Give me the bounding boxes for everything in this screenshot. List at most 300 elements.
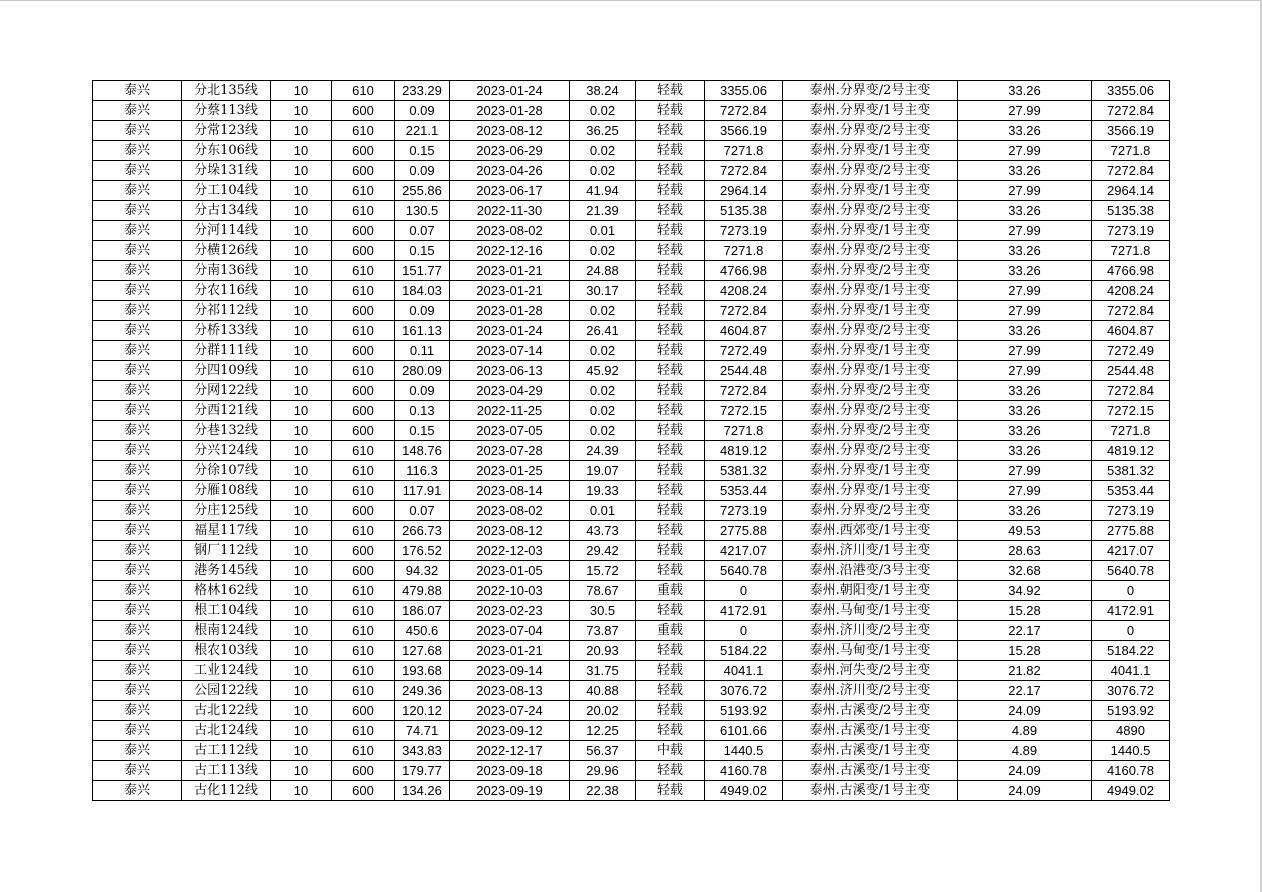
load-status-cell: 轻载 <box>636 561 705 581</box>
transformer-rate-cell: 21.82 <box>958 661 1092 681</box>
margin-cell: 6101.66 <box>705 721 783 741</box>
load-status-cell: 重载 <box>636 621 705 641</box>
region-cell: 泰兴 <box>93 101 182 121</box>
voltage-cell: 10 <box>271 301 332 321</box>
line-name-cell: 分桥133线 <box>182 321 271 341</box>
date-cell: 2023-06-13 <box>450 361 570 381</box>
available-cell: 2964.14 <box>1092 181 1170 201</box>
date-cell: 2022-11-25 <box>450 401 570 421</box>
line-name-cell: 分兴124线 <box>182 441 271 461</box>
available-cell: 7272.84 <box>1092 381 1170 401</box>
transformer-rate-cell: 27.99 <box>958 221 1092 241</box>
region-cell: 泰兴 <box>93 681 182 701</box>
table-row <box>93 381 1170 401</box>
line-name-cell: 古工113线 <box>182 761 271 781</box>
margin-cell: 1440.5 <box>705 741 783 761</box>
available-cell: 7271.8 <box>1092 241 1170 261</box>
current-cell: 0.09 <box>395 301 450 321</box>
line-name-cell: 港务145线 <box>182 561 271 581</box>
line-name-cell: 古北122线 <box>182 701 271 721</box>
rating-cell: 610 <box>332 601 395 621</box>
region-cell: 泰兴 <box>93 561 182 581</box>
transformer-cell: 泰州.古溪变/2号主变 <box>783 701 958 721</box>
transformer-rate-cell: 27.99 <box>958 101 1092 121</box>
available-cell: 4208.24 <box>1092 281 1170 301</box>
date-cell: 2023-01-24 <box>450 321 570 341</box>
load-status-cell: 轻载 <box>636 361 705 381</box>
rating-cell: 610 <box>332 661 395 681</box>
date-cell: 2023-02-23 <box>450 601 570 621</box>
date-cell: 2023-01-28 <box>450 101 570 121</box>
table-row <box>93 421 1170 441</box>
load-rate-cell: 20.02 <box>570 701 636 721</box>
date-cell: 2023-07-04 <box>450 621 570 641</box>
load-rate-cell: 24.88 <box>570 261 636 281</box>
table-row <box>93 461 1170 481</box>
transformer-cell: 泰州.分界变/2号主变 <box>783 401 958 421</box>
table-row <box>93 741 1170 761</box>
voltage-cell: 10 <box>271 461 332 481</box>
transformer-rate-cell: 27.99 <box>958 481 1092 501</box>
available-cell: 7273.19 <box>1092 501 1170 521</box>
voltage-cell: 10 <box>271 401 332 421</box>
current-cell: 0.07 <box>395 501 450 521</box>
table-row <box>93 721 1170 741</box>
table-row <box>93 321 1170 341</box>
available-cell: 4217.07 <box>1092 541 1170 561</box>
region-cell: 泰兴 <box>93 581 182 601</box>
load-status-cell: 轻载 <box>636 541 705 561</box>
load-rate-cell: 29.42 <box>570 541 636 561</box>
load-status-cell: 轻载 <box>636 601 705 621</box>
rating-cell: 610 <box>332 481 395 501</box>
voltage-cell: 10 <box>271 721 332 741</box>
voltage-cell: 10 <box>271 521 332 541</box>
transformer-cell: 泰州.分界变/2号主变 <box>783 261 958 281</box>
table-row <box>93 541 1170 561</box>
date-cell: 2023-01-28 <box>450 301 570 321</box>
current-cell: 233.29 <box>395 81 450 101</box>
rating-cell: 610 <box>332 641 395 661</box>
available-cell: 4766.98 <box>1092 261 1170 281</box>
voltage-cell: 10 <box>271 241 332 261</box>
load-rate-cell: 21.39 <box>570 201 636 221</box>
available-cell: 7272.15 <box>1092 401 1170 421</box>
load-rate-cell: 0.02 <box>570 401 636 421</box>
load-rate-cell: 30.17 <box>570 281 636 301</box>
current-cell: 0.13 <box>395 401 450 421</box>
data-table <box>92 80 1170 801</box>
current-cell: 130.5 <box>395 201 450 221</box>
voltage-cell: 10 <box>271 621 332 641</box>
table-row <box>93 601 1170 621</box>
date-cell: 2023-01-21 <box>450 641 570 661</box>
transformer-rate-cell: 4.89 <box>958 741 1092 761</box>
available-cell: 5353.44 <box>1092 481 1170 501</box>
margin-cell: 4766.98 <box>705 261 783 281</box>
current-cell: 221.1 <box>395 121 450 141</box>
date-cell: 2023-06-29 <box>450 141 570 161</box>
load-rate-cell: 38.24 <box>570 81 636 101</box>
load-rate-cell: 0.02 <box>570 301 636 321</box>
line-name-cell: 分农116线 <box>182 281 271 301</box>
margin-cell: 7271.8 <box>705 241 783 261</box>
load-status-cell: 轻载 <box>636 401 705 421</box>
region-cell: 泰兴 <box>93 261 182 281</box>
region-cell: 泰兴 <box>93 621 182 641</box>
page-top-edge <box>0 0 1262 1</box>
date-cell: 2022-12-03 <box>450 541 570 561</box>
load-status-cell: 轻载 <box>636 421 705 441</box>
date-cell: 2023-08-12 <box>450 521 570 541</box>
date-cell: 2023-09-14 <box>450 661 570 681</box>
date-cell: 2023-07-28 <box>450 441 570 461</box>
voltage-cell: 10 <box>271 481 332 501</box>
voltage-cell: 10 <box>271 81 332 101</box>
line-name-cell: 分巷132线 <box>182 421 271 441</box>
date-cell: 2022-12-16 <box>450 241 570 261</box>
available-cell: 4890 <box>1092 721 1170 741</box>
load-status-cell: 轻载 <box>636 301 705 321</box>
line-name-cell: 分庄125线 <box>182 501 271 521</box>
load-rate-cell: 12.25 <box>570 721 636 741</box>
voltage-cell: 10 <box>271 281 332 301</box>
voltage-cell: 10 <box>271 661 332 681</box>
table-row <box>93 781 1170 801</box>
rating-cell: 610 <box>332 521 395 541</box>
available-cell: 7272.49 <box>1092 341 1170 361</box>
load-status-cell: 轻载 <box>636 381 705 401</box>
table-row <box>93 621 1170 641</box>
load-rate-cell: 19.33 <box>570 481 636 501</box>
load-status-cell: 轻载 <box>636 721 705 741</box>
transformer-cell: 泰州.分界变/2号主变 <box>783 421 958 441</box>
current-cell: 0.11 <box>395 341 450 361</box>
table-row <box>93 561 1170 581</box>
current-cell: 74.71 <box>395 721 450 741</box>
transformer-rate-cell: 27.99 <box>958 341 1092 361</box>
rating-cell: 600 <box>332 701 395 721</box>
available-cell: 7272.84 <box>1092 101 1170 121</box>
transformer-cell: 泰州.古溪变/1号主变 <box>783 761 958 781</box>
region-cell: 泰兴 <box>93 441 182 461</box>
load-rate-cell: 31.75 <box>570 661 636 681</box>
load-status-cell: 轻载 <box>636 701 705 721</box>
rating-cell: 610 <box>332 741 395 761</box>
load-rate-cell: 0.02 <box>570 381 636 401</box>
load-rate-cell: 30.5 <box>570 601 636 621</box>
load-status-cell: 轻载 <box>636 641 705 661</box>
date-cell: 2022-12-17 <box>450 741 570 761</box>
load-rate-cell: 24.39 <box>570 441 636 461</box>
current-cell: 117.91 <box>395 481 450 501</box>
line-name-cell: 古工112线 <box>182 741 271 761</box>
current-cell: 0.07 <box>395 221 450 241</box>
table-row <box>93 641 1170 661</box>
current-cell: 280.09 <box>395 361 450 381</box>
current-cell: 255.86 <box>395 181 450 201</box>
load-rate-cell: 40.88 <box>570 681 636 701</box>
transformer-cell: 泰州.古溪变/1号主变 <box>783 781 958 801</box>
voltage-cell: 10 <box>271 421 332 441</box>
region-cell: 泰兴 <box>93 701 182 721</box>
margin-cell: 4217.07 <box>705 541 783 561</box>
available-cell: 0 <box>1092 581 1170 601</box>
region-cell: 泰兴 <box>93 121 182 141</box>
current-cell: 0.15 <box>395 241 450 261</box>
load-rate-cell: 45.92 <box>570 361 636 381</box>
available-cell: 5184.22 <box>1092 641 1170 661</box>
load-status-cell: 轻载 <box>636 221 705 241</box>
region-cell: 泰兴 <box>93 81 182 101</box>
load-status-cell: 轻载 <box>636 161 705 181</box>
line-name-cell: 根南124线 <box>182 621 271 641</box>
line-name-cell: 分南136线 <box>182 261 271 281</box>
margin-cell: 7273.19 <box>705 501 783 521</box>
transformer-cell: 泰州.朝阳变/1号主变 <box>783 581 958 601</box>
rating-cell: 610 <box>332 81 395 101</box>
available-cell: 7271.8 <box>1092 421 1170 441</box>
current-cell: 249.36 <box>395 681 450 701</box>
current-cell: 127.68 <box>395 641 450 661</box>
voltage-cell: 10 <box>271 601 332 621</box>
load-status-cell: 轻载 <box>636 501 705 521</box>
margin-cell: 7272.15 <box>705 401 783 421</box>
rating-cell: 600 <box>332 101 395 121</box>
transformer-cell: 泰州.古溪变/1号主变 <box>783 741 958 761</box>
voltage-cell: 10 <box>271 121 332 141</box>
margin-cell: 4604.87 <box>705 321 783 341</box>
line-name-cell: 公园122线 <box>182 681 271 701</box>
load-status-cell: 轻载 <box>636 781 705 801</box>
transformer-rate-cell: 33.26 <box>958 261 1092 281</box>
transformer-cell: 泰州.沿港变/3号主变 <box>783 561 958 581</box>
date-cell: 2023-01-21 <box>450 261 570 281</box>
transformer-cell: 泰州.分界变/1号主变 <box>783 301 958 321</box>
margin-cell: 5381.32 <box>705 461 783 481</box>
load-status-cell: 轻载 <box>636 521 705 541</box>
load-status-cell: 轻载 <box>636 761 705 781</box>
line-name-cell: 分工104线 <box>182 181 271 201</box>
load-status-cell: 中载 <box>636 741 705 761</box>
available-cell: 1440.5 <box>1092 741 1170 761</box>
voltage-cell: 10 <box>271 321 332 341</box>
line-name-cell: 分蔡113线 <box>182 101 271 121</box>
margin-cell: 7272.84 <box>705 101 783 121</box>
transformer-cell: 泰州.济川变/2号主变 <box>783 681 958 701</box>
rating-cell: 610 <box>332 321 395 341</box>
rating-cell: 610 <box>332 581 395 601</box>
margin-cell: 7272.84 <box>705 301 783 321</box>
current-cell: 343.83 <box>395 741 450 761</box>
table-row <box>93 401 1170 421</box>
date-cell: 2023-07-05 <box>450 421 570 441</box>
voltage-cell: 10 <box>271 361 332 381</box>
current-cell: 179.77 <box>395 761 450 781</box>
region-cell: 泰兴 <box>93 221 182 241</box>
region-cell: 泰兴 <box>93 401 182 421</box>
region-cell: 泰兴 <box>93 321 182 341</box>
current-cell: 479.88 <box>395 581 450 601</box>
region-cell: 泰兴 <box>93 741 182 761</box>
line-name-cell: 根农103线 <box>182 641 271 661</box>
load-status-cell: 轻载 <box>636 121 705 141</box>
load-rate-cell: 56.37 <box>570 741 636 761</box>
voltage-cell: 10 <box>271 441 332 461</box>
transformer-rate-cell: 33.26 <box>958 401 1092 421</box>
transformer-cell: 泰州.分界变/1号主变 <box>783 221 958 241</box>
transformer-rate-cell: 33.26 <box>958 161 1092 181</box>
voltage-cell: 10 <box>271 741 332 761</box>
margin-cell: 4949.02 <box>705 781 783 801</box>
load-rate-cell: 0.02 <box>570 341 636 361</box>
available-cell: 5381.32 <box>1092 461 1170 481</box>
current-cell: 0.09 <box>395 101 450 121</box>
rating-cell: 600 <box>332 501 395 521</box>
current-cell: 0.15 <box>395 421 450 441</box>
transformer-rate-cell: 27.99 <box>958 461 1092 481</box>
load-rate-cell: 43.73 <box>570 521 636 541</box>
region-cell: 泰兴 <box>93 761 182 781</box>
margin-cell: 4819.12 <box>705 441 783 461</box>
load-status-cell: 轻载 <box>636 321 705 341</box>
line-name-cell: 钢厂112线 <box>182 541 271 561</box>
region-cell: 泰兴 <box>93 281 182 301</box>
load-rate-cell: 26.41 <box>570 321 636 341</box>
date-cell: 2023-07-24 <box>450 701 570 721</box>
transformer-rate-cell: 33.26 <box>958 501 1092 521</box>
load-rate-cell: 36.25 <box>570 121 636 141</box>
date-cell: 2023-04-29 <box>450 381 570 401</box>
rating-cell: 610 <box>332 461 395 481</box>
line-name-cell: 福星117线 <box>182 521 271 541</box>
load-rate-cell: 0.02 <box>570 241 636 261</box>
available-cell: 4172.91 <box>1092 601 1170 621</box>
voltage-cell: 10 <box>271 261 332 281</box>
voltage-cell: 10 <box>271 341 332 361</box>
region-cell: 泰兴 <box>93 501 182 521</box>
voltage-cell: 10 <box>271 181 332 201</box>
margin-cell: 0 <box>705 621 783 641</box>
voltage-cell: 10 <box>271 541 332 561</box>
transformer-cell: 泰州.马甸变/1号主变 <box>783 601 958 621</box>
voltage-cell: 10 <box>271 701 332 721</box>
line-name-cell: 分祁112线 <box>182 301 271 321</box>
transformer-rate-cell: 33.26 <box>958 121 1092 141</box>
region-cell: 泰兴 <box>93 601 182 621</box>
margin-cell: 7271.8 <box>705 141 783 161</box>
current-cell: 151.77 <box>395 261 450 281</box>
available-cell: 5193.92 <box>1092 701 1170 721</box>
table-row <box>93 141 1170 161</box>
region-cell: 泰兴 <box>93 661 182 681</box>
load-status-cell: 轻载 <box>636 481 705 501</box>
line-name-cell: 分徐107线 <box>182 461 271 481</box>
transformer-cell: 泰州.分界变/2号主变 <box>783 81 958 101</box>
load-rate-cell: 0.02 <box>570 101 636 121</box>
date-cell: 2023-08-12 <box>450 121 570 141</box>
transformer-cell: 泰州.古溪变/1号主变 <box>783 721 958 741</box>
transformer-rate-cell: 33.26 <box>958 421 1092 441</box>
rating-cell: 600 <box>332 161 395 181</box>
voltage-cell: 10 <box>271 561 332 581</box>
load-status-cell: 轻载 <box>636 681 705 701</box>
region-cell: 泰兴 <box>93 721 182 741</box>
table-row <box>93 701 1170 721</box>
rating-cell: 610 <box>332 721 395 741</box>
line-name-cell: 根工104线 <box>182 601 271 621</box>
line-name-cell: 格林162线 <box>182 581 271 601</box>
load-rate-cell: 0.01 <box>570 501 636 521</box>
load-rate-cell: 78.67 <box>570 581 636 601</box>
transformer-rate-cell: 24.09 <box>958 781 1092 801</box>
load-rate-cell: 15.72 <box>570 561 636 581</box>
current-cell: 94.32 <box>395 561 450 581</box>
margin-cell: 3566.19 <box>705 121 783 141</box>
region-cell: 泰兴 <box>93 641 182 661</box>
transformer-cell: 泰州.分界变/2号主变 <box>783 201 958 221</box>
table-row <box>93 101 1170 121</box>
margin-cell: 4208.24 <box>705 281 783 301</box>
margin-cell: 7272.84 <box>705 381 783 401</box>
transformer-cell: 泰州.分界变/1号主变 <box>783 281 958 301</box>
margin-cell: 5184.22 <box>705 641 783 661</box>
table-row <box>93 281 1170 301</box>
available-cell: 2775.88 <box>1092 521 1170 541</box>
margin-cell: 4041.1 <box>705 661 783 681</box>
transformer-rate-cell: 4.89 <box>958 721 1092 741</box>
date-cell: 2023-08-14 <box>450 481 570 501</box>
rating-cell: 610 <box>332 201 395 221</box>
margin-cell: 2544.48 <box>705 361 783 381</box>
available-cell: 4041.1 <box>1092 661 1170 681</box>
voltage-cell: 10 <box>271 221 332 241</box>
region-cell: 泰兴 <box>93 201 182 221</box>
region-cell: 泰兴 <box>93 781 182 801</box>
line-name-cell: 分常123线 <box>182 121 271 141</box>
line-name-cell: 古北124线 <box>182 721 271 741</box>
transformer-rate-cell: 33.26 <box>958 81 1092 101</box>
line-name-cell: 分群111线 <box>182 341 271 361</box>
table-row <box>93 81 1170 101</box>
table-row <box>93 761 1170 781</box>
region-cell: 泰兴 <box>93 341 182 361</box>
margin-cell: 7273.19 <box>705 221 783 241</box>
current-cell: 0.09 <box>395 161 450 181</box>
rating-cell: 600 <box>332 541 395 561</box>
rating-cell: 600 <box>332 781 395 801</box>
date-cell: 2023-01-25 <box>450 461 570 481</box>
load-status-cell: 轻载 <box>636 261 705 281</box>
margin-cell: 5353.44 <box>705 481 783 501</box>
load-status-cell: 轻载 <box>636 141 705 161</box>
table-row <box>93 481 1170 501</box>
voltage-cell: 10 <box>271 201 332 221</box>
load-rate-cell: 0.02 <box>570 421 636 441</box>
transformer-rate-cell: 22.17 <box>958 681 1092 701</box>
transformer-rate-cell: 33.26 <box>958 201 1092 221</box>
available-cell: 5640.78 <box>1092 561 1170 581</box>
rating-cell: 600 <box>332 241 395 261</box>
transformer-cell: 泰州.分界变/2号主变 <box>783 381 958 401</box>
transformer-rate-cell: 27.99 <box>958 141 1092 161</box>
transformer-rate-cell: 24.09 <box>958 701 1092 721</box>
voltage-cell: 10 <box>271 641 332 661</box>
transformer-cell: 泰州.马甸变/1号主变 <box>783 641 958 661</box>
rating-cell: 610 <box>332 261 395 281</box>
margin-cell: 3355.06 <box>705 81 783 101</box>
line-name-cell: 分北135线 <box>182 81 271 101</box>
